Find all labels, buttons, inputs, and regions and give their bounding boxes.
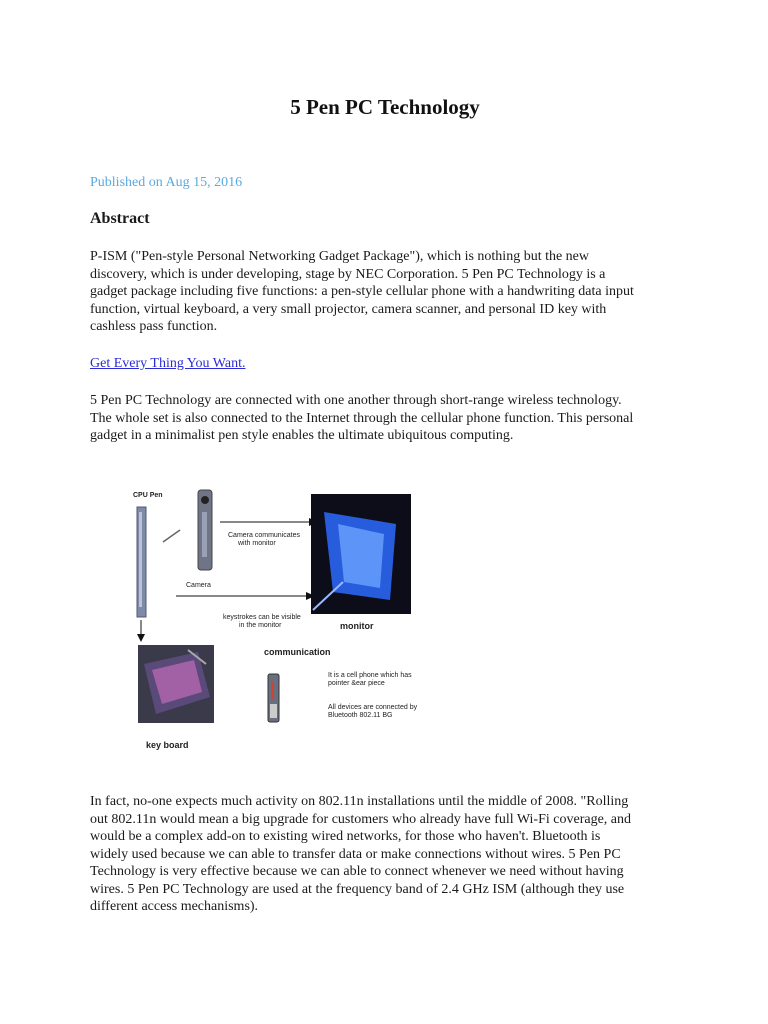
abstract-heading: Abstract: [90, 210, 150, 227]
text-line: would be a complex add-on to existing wired networks, for those who haven't. Bluetooth is: [90, 829, 601, 844]
text-line: 5 Pen PC Technology are connected with one another through short-range wireless technology.: [90, 393, 622, 408]
bluetooth-description: [328, 704, 417, 720]
cellphone-description: [328, 672, 412, 688]
keystrokes-label: [223, 614, 301, 630]
cpu-pen-label: CPU Pen: [133, 492, 163, 499]
cellphone-line2: pointer &ear piece: [328, 680, 385, 687]
camera-communicates-line2: with monitor: [238, 540, 276, 547]
text-line: gadget in a minimalist pen style enables the ultimate ubiquitous computing.: [90, 428, 514, 443]
text-line: out 802.11n would mean a big upgrade for customers who already have full Wi-Fi coverage, and: [90, 811, 632, 827]
keystrokes-line1: keystrokes can be visible: [223, 614, 301, 621]
cellphone-line1: It is a cell phone which has: [328, 672, 412, 679]
text-line: discovery, which is under developing, stage by NEC Corporation. 5 Pen PC Technology is a: [90, 266, 606, 282]
keyboard-label: key board: [146, 740, 189, 750]
text-line: P-ISM ("Pen-style Personal Networking Gadget Package"), which is nothing but the new: [90, 249, 590, 264]
page-title: 5 Pen PC Technology: [290, 95, 480, 119]
intro-paragraph: [90, 392, 680, 445]
text-line: function, virtual keyboard, a very small projector, camera scanner, and personal ID key with: [90, 301, 607, 317]
keystrokes-line2: in the monitor: [239, 622, 282, 629]
bluetooth-line2: Bluetooth 802.11 BG: [328, 712, 393, 719]
text-line: Technology is very effective because we can able to connect whenever we need without having: [90, 864, 624, 879]
communication-label: communication: [264, 647, 331, 657]
camera-label: Camera: [186, 582, 211, 589]
camera-communicates-label: [228, 532, 300, 548]
text-line: cashless pass function.: [90, 319, 218, 334]
text-line: wires. 5 Pen PC Technology are used at the frequency band of 2.4 GHz ISM (although they use: [90, 881, 625, 897]
abstract-paragraph: [90, 248, 680, 336]
text-line: different access mechanisms).: [90, 899, 259, 914]
monitor-label: monitor: [340, 621, 374, 631]
text-line: In fact, no-one expects much activity on 802.11n installations until the middle of 2008. "Rolling: [90, 794, 629, 809]
text-line: gadget package including five functions: a pen-style cellular phone with a handwriting data input: [90, 284, 634, 299]
published-date: Published on Aug 15, 2016: [90, 175, 243, 190]
camera-communicates-line1: Camera communicates: [228, 532, 300, 539]
get-everything-link[interactable]: Get Every Thing You Want.: [90, 356, 246, 371]
bluetooth-line1: All devices are connected by: [328, 704, 418, 711]
details-paragraph: [90, 793, 680, 916]
pen-pc-diagram: [128, 482, 428, 762]
text-line: widely used because we can able to transfer data or make connections without wires. 5 Pen PC: [90, 846, 621, 862]
text-line: The whole set is also connected to the Internet through the cellular phone function. This personal: [90, 410, 634, 426]
